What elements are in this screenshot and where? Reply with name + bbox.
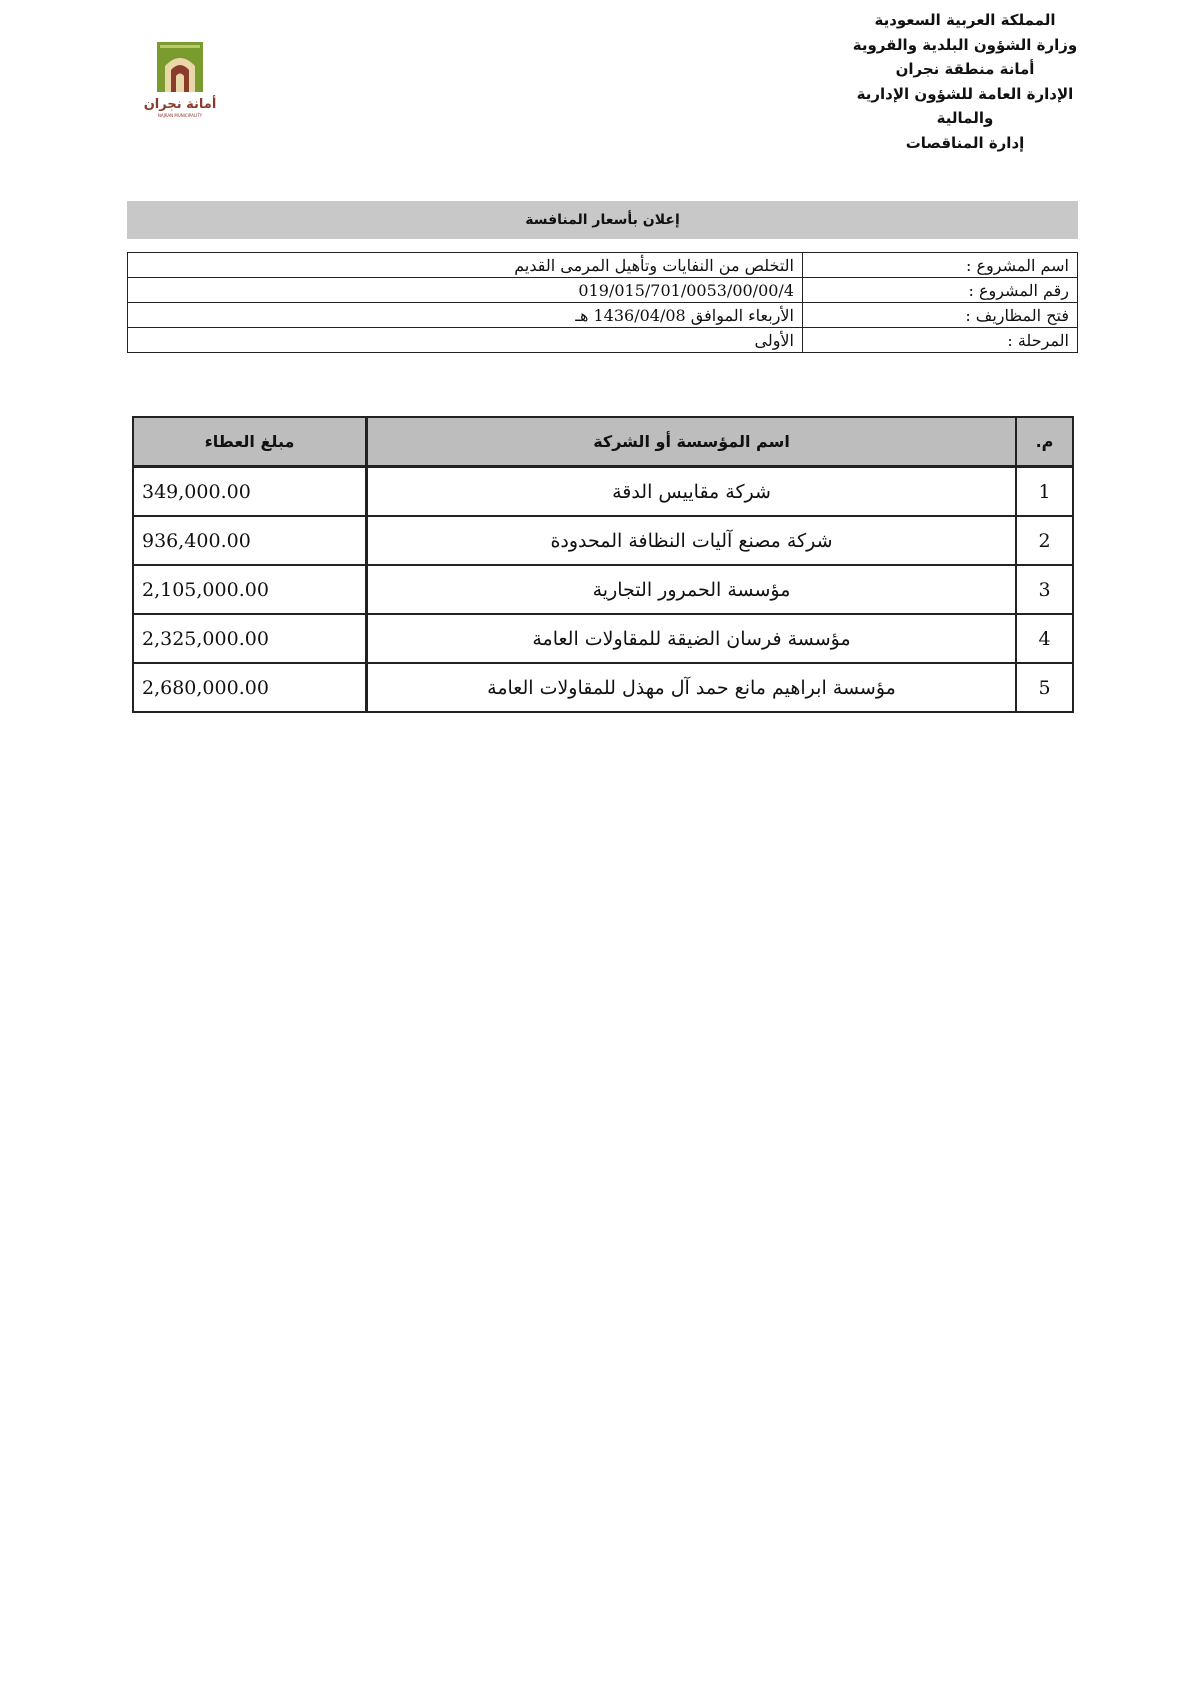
stage-label: المرحلة :	[803, 328, 1078, 353]
table-row	[133, 663, 1073, 712]
page-title: إعلان بأسعار المنافسة	[127, 201, 1078, 239]
project-number-value: 019/015/701/0053/00/00/4	[128, 278, 803, 303]
bid-amount: 936,400.00	[133, 516, 367, 565]
bid-amount: 349,000.00	[133, 467, 367, 517]
letterhead-line-tenders: إدارة المناقصات	[905, 133, 1025, 152]
project-name-value: التخلص من النفايات وتأهيل المرمى القديم	[128, 253, 803, 278]
table-row	[133, 467, 1073, 517]
bid-amount: 2,680,000.00	[133, 663, 367, 712]
logo-subtext: NAJRAN MUNICIPALITY	[157, 113, 203, 118]
row-number: 3	[1016, 565, 1073, 614]
bids-table	[132, 416, 1074, 713]
company-name: مؤسسة الحمرور التجارية	[367, 565, 1017, 614]
header-company-name: اسم المؤسسة أو الشركة	[367, 417, 1017, 467]
company-name: شركة مصنع آليات النظافة المحدودة	[367, 516, 1017, 565]
najran-municipality-logo	[140, 40, 220, 120]
letterhead-line-ministry: وزارة الشؤون البلدية والقروية	[852, 35, 1078, 54]
row-number: 4	[1016, 614, 1073, 663]
table-row	[128, 253, 1078, 278]
company-name: مؤسسة فرسان الضيقة للمقاولات العامة	[367, 614, 1017, 663]
table-row	[133, 565, 1073, 614]
envelope-opening-label: فتح المظاريف :	[803, 303, 1078, 328]
header-bid-amount: مبلغ العطاء	[133, 417, 367, 467]
letterhead	[850, 8, 1080, 155]
letterhead-line-country: المملكة العربية السعودية	[874, 11, 1056, 29]
table-header-row	[133, 417, 1073, 467]
stage-value: الأولى	[128, 328, 803, 353]
table-row	[133, 516, 1073, 565]
company-name: مؤسسة ابراهيم مانع حمد آل مهذل للمقاولات العامة	[367, 663, 1017, 712]
logo-text: أمانة نجران	[143, 97, 217, 112]
row-number: 2	[1016, 516, 1073, 565]
letterhead-line-department: الإدارة العامة للشؤون الإدارية	[856, 84, 1074, 103]
table-row	[128, 328, 1078, 353]
bid-amount: 2,105,000.00	[133, 565, 367, 614]
table-row	[128, 278, 1078, 303]
row-number: 5	[1016, 663, 1073, 712]
letterhead-line-municipality: أمانة منطقة نجران	[895, 60, 1035, 78]
project-info-table	[127, 252, 1078, 353]
letterhead-line-department-cont: والمالية	[936, 109, 994, 127]
envelope-opening-value: الأربعاء الموافق 1436/04/08 هـ	[128, 303, 803, 328]
header-number: م.	[1016, 417, 1073, 467]
table-row	[128, 303, 1078, 328]
table-row	[133, 614, 1073, 663]
row-number: 1	[1016, 467, 1073, 517]
company-name: شركة مقاييس الدقة	[367, 467, 1017, 517]
project-number-label: رقم المشروع :	[803, 278, 1078, 303]
project-name-label: اسم المشروع :	[803, 253, 1078, 278]
bid-amount: 2,325,000.00	[133, 614, 367, 663]
